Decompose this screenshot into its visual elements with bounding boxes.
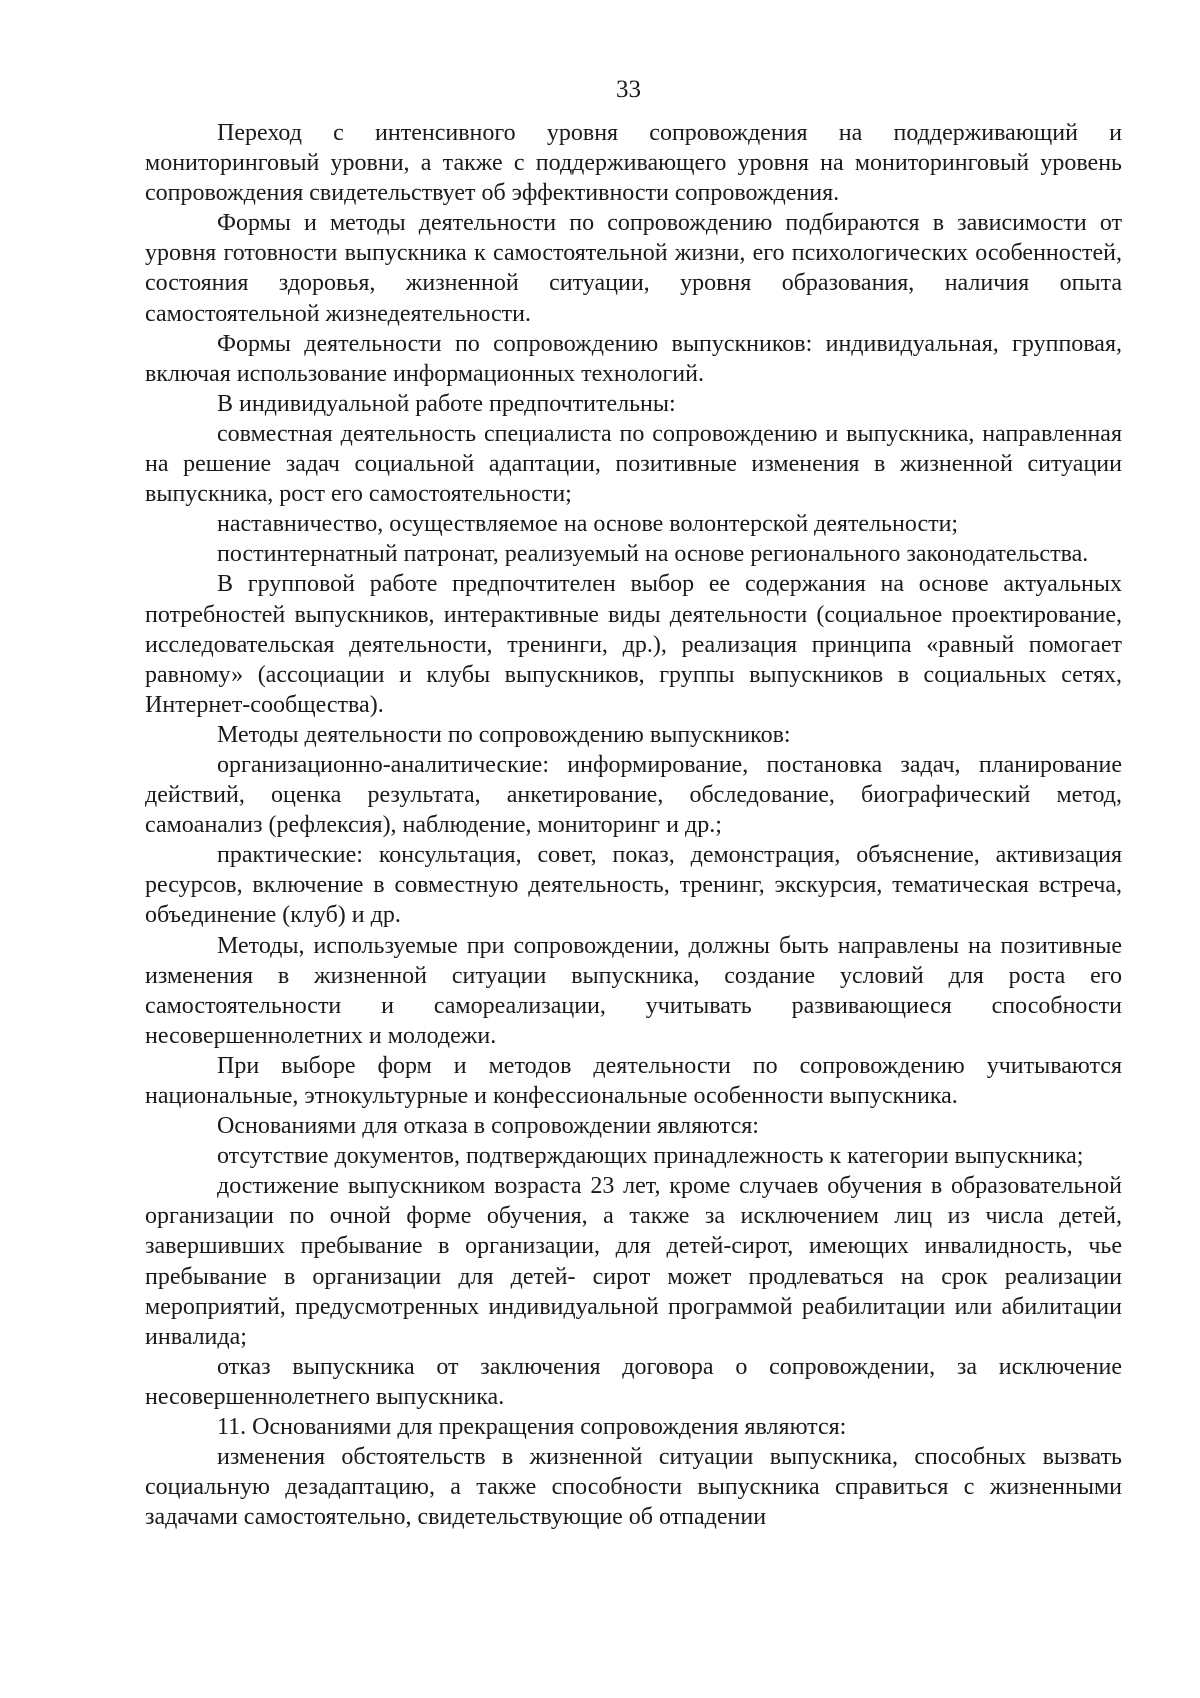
paragraph: При выборе форм и методов деятельности по сопровождению учитываются национальные, этнокультурные и конфессиональные особенности выпускника. <box>145 1052 1122 1109</box>
list-paragraph: организационно-аналитические: информирование, постановка задач, планирование действий, оценка результата, анкетирование, обследование, биографический метод, самоанализ (рефлексия), наблюдение, мониторинг и др.; <box>145 751 1122 839</box>
list-paragraph: совместная деятельность специалиста по сопровождению и выпускника, направленная на решение задач социальной адаптации, позитивные изменения в жизненной ситуации выпускника, рост его самостоятельности; <box>145 420 1122 508</box>
list-paragraph: изменения обстоятельств в жизненной ситуации выпускника, способных вызвать социальную дезадаптацию, а также способности выпускника справиться с жизненными задачами самостоятельно, свидетельствующие об отпадении <box>145 1444 1122 1531</box>
paragraph: Формы и методы деятельности по сопровождению подбираются в зависимости от уровня готовности выпускника к самостоятельной жизни, его психологических особенностей, состояния здоровья, жизненной ситуации, уровня образования, наличия опыта самостоятельной жизнедеятельности. <box>145 210 1122 327</box>
paragraph: В индивидуальной работе предпочтительны: <box>217 390 676 417</box>
list-paragraph: наставничество, осуществляемое на основе волонтерской деятельности; <box>217 511 959 538</box>
document-body <box>145 118 1122 1532</box>
list-paragraph: отказ выпускника от заключения договора о сопровождении, за исключение несовершеннолетнего выпускника. <box>145 1353 1122 1410</box>
list-paragraph: достижение выпускником возраста 23 лет, кроме случаев обучения в образовательной организации по очной форме обучения, а также за исключением лиц из числа детей, завершивших пребывание в организации, для детей-сирот, имеющих инвалидность, чье пребывание в организации для детей- сирот может продлеваться на срок реализации мероприятий, предусмотренных индивидуальной программой реабилитации или абилитации инвалида; <box>145 1173 1122 1350</box>
list-paragraph: постинтернатный патронат, реализуемый на основе регионального законодательства. <box>217 541 1089 568</box>
paragraph: В групповой работе предпочтителен выбор ее содержания на основе актуальных потребностей выпускников, интерактивные виды деятельности (социальное проектирование, исследовательская деятельности, тренинги, др.), реализация принципа «равный помогает равному» (ассоциации и клубы выпускников, группы выпускников в социальных сетях, Интернет-сообщества). <box>145 571 1122 718</box>
paragraph: Основаниями для отказа в сопровождении являются: <box>217 1113 759 1140</box>
page-number: 33 <box>616 76 641 103</box>
paragraph: Методы деятельности по сопровождению выпускников: <box>217 721 791 748</box>
paragraph: Переход с интенсивного уровня сопровождения на поддерживающий и мониторинговый уровни, а также с поддерживающего уровня на мониторинговый уровень сопровождения свидетельствует об эффективности сопровождения. <box>145 120 1122 207</box>
paragraph: Формы деятельности по сопровождению выпускников: индивидуальная, групповая, включая использование информационных технологий. <box>145 330 1122 387</box>
numbered-paragraph: 11. Основаниями для прекращения сопровождения являются: <box>217 1414 847 1441</box>
paragraph: Методы, используемые при сопровождении, должны быть направлены на позитивные изменения в жизненной ситуации выпускника, создание условий для роста его самостоятельности и самореализации, учитывать развивающиеся способности несовершеннолетних и молодежи. <box>145 932 1122 1049</box>
list-paragraph: отсутствие документов, подтверждающих принадлежность к категории выпускника; <box>217 1143 1084 1170</box>
list-paragraph: практические: консультация, совет, показ, демонстрация, объяснение, активизация ресурсов, включение в совместную деятельность, тренинг, экскурсия, тематическая встреча, объединение (клуб) и др. <box>145 842 1122 929</box>
